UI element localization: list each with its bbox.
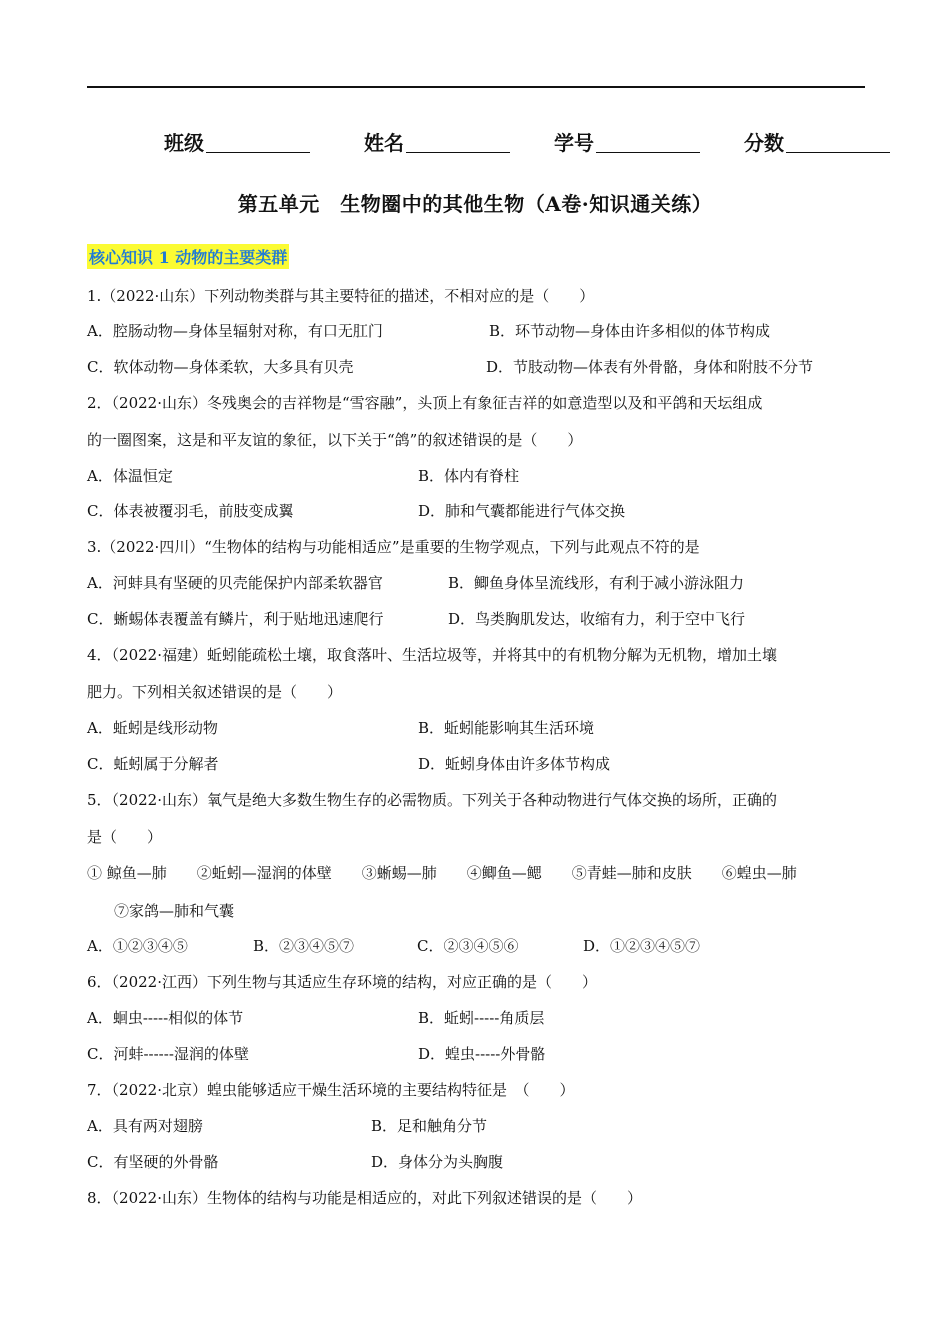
question-line: A．河蚌具有坚硬的贝壳能保护内部柔软器官	[87, 574, 383, 592]
question-line: C．软体动物—身体柔软，大多具有贝壳	[87, 358, 354, 376]
question-line: C．有坚硬的外骨骼	[87, 1153, 219, 1171]
question-line: D．蝗虫-----外骨骼	[418, 1045, 546, 1063]
name-blank	[406, 130, 510, 153]
class-field	[164, 127, 310, 156]
question-line: D．鸟类胸肌发达，收缩有力，利于空中飞行	[448, 610, 746, 628]
class-blank	[206, 130, 310, 153]
question-line: A．蛔虫-----相似的体节	[87, 1009, 244, 1027]
question-line: A．具有两对翅膀	[87, 1117, 203, 1135]
question-line: 5．（2022·山东）氧气是绝大多数生物生存的必需物质。下列关于各种动物进行气体交换的场所，正确的	[87, 791, 777, 809]
page-title: 第五单元 生物圈中的其他生物（A卷·知识通关练）	[237, 192, 713, 216]
question-line: B．蚯蚓-----角质层	[418, 1009, 545, 1027]
question-line: 2．（2022·山东）冬残奥会的吉祥物是“雪容融”，头顶上有象征吉祥的如意造型以及和平鸽和天坛组成	[87, 394, 763, 412]
question-line: ⑦家鸽—肺和气囊	[114, 902, 235, 920]
header-rule	[87, 86, 865, 88]
score-blank	[786, 130, 890, 153]
name-field	[364, 127, 510, 156]
question-line: A．腔肠动物—身体呈辐射对称，有口无肛门	[87, 322, 383, 340]
student-no-label: 学号	[554, 131, 594, 155]
question-line: D．身体分为头胸腹	[371, 1153, 504, 1171]
question-line: B．体内有脊柱	[418, 467, 520, 485]
question-line: 7．（2022·北京）蝗虫能够适应干燥生活环境的主要结构特征是 （ ）	[87, 1081, 575, 1099]
question-line: A．体温恒定	[87, 467, 173, 485]
question-line: C．②③④⑤⑥	[417, 937, 519, 955]
question-line: B．②③④⑤⑦	[253, 937, 355, 955]
question-line: D．肺和气囊都能进行气体交换	[418, 502, 626, 520]
question-line: C．蜥蜴体表覆盖有鳞片，利于贴地迅速爬行	[87, 610, 384, 628]
question-line: 的一圈图案，这是和平友谊的象征，以下关于“鸽”的叙述错误的是（ ）	[87, 431, 583, 449]
student-no-blank	[596, 130, 700, 153]
question-line: 肥力。下列相关叙述错误的是（ ）	[87, 683, 343, 701]
student-no-field	[554, 127, 700, 156]
question-line: 4．（2022·福建）蚯蚓能疏松土壤，取食落叶、生活垃圾等，并将其中的有机物分解为无机物，增加土壤	[87, 646, 777, 664]
score-field	[744, 127, 890, 156]
question-line: 6．（2022·江西）下列生物与其适应生存环境的结构，对应正确的是（ ）	[87, 973, 597, 991]
question-line: C．蚯蚓属于分解者	[87, 755, 219, 773]
question-line: A．蚯蚓是线形动物	[87, 719, 218, 737]
question-line: A．①②③④⑤	[87, 937, 188, 955]
question-line: 是（ ）	[87, 828, 163, 846]
question-line: C．体表被覆羽毛，前肢变成翼	[87, 502, 294, 520]
question-line: D．节肢动物—体表有外骨骼，身体和附肢不分节	[486, 358, 814, 376]
question-line: 1.（2022·山东）下列动物类群与其主要特征的描述，不相对应的是（ ）	[87, 287, 595, 305]
question-line: B．环节动物—身体由许多相似的体节构成	[489, 322, 771, 340]
name-label: 姓名	[364, 131, 404, 155]
question-line: 3.（2022·四川）“生物体的结构与功能相适应”是重要的生物学观点，下列与此观点不符的是	[87, 538, 700, 556]
question-line: D．蚯蚓身体由许多体节构成	[418, 755, 611, 773]
question-line: 8．（2022·山东）生物体的结构与功能是相适应的，对此下列叙述错误的是（ ）	[87, 1189, 642, 1207]
question-line: B．足和触角分节	[371, 1117, 488, 1135]
question-line: ① 鲸鱼—肺 ②蚯蚓—湿润的体壁 ③蜥蜴—肺 ④鲫鱼—鳃 ⑤青蛙—肺和皮肤 ⑥蝗虫—肺	[87, 864, 797, 882]
section-heading: 核心知识 1 动物的主要类群	[87, 244, 289, 269]
question-line: B．鲫鱼身体呈流线形，有利于减小游泳阻力	[448, 574, 745, 592]
class-label: 班级	[164, 131, 204, 155]
question-line: D．①②③④⑤⑦	[583, 937, 701, 955]
question-line: B．蚯蚓能影响其生活环境	[418, 719, 595, 737]
score-label: 分数	[744, 131, 784, 155]
question-line: C．河蚌------湿润的体壁	[87, 1045, 249, 1063]
